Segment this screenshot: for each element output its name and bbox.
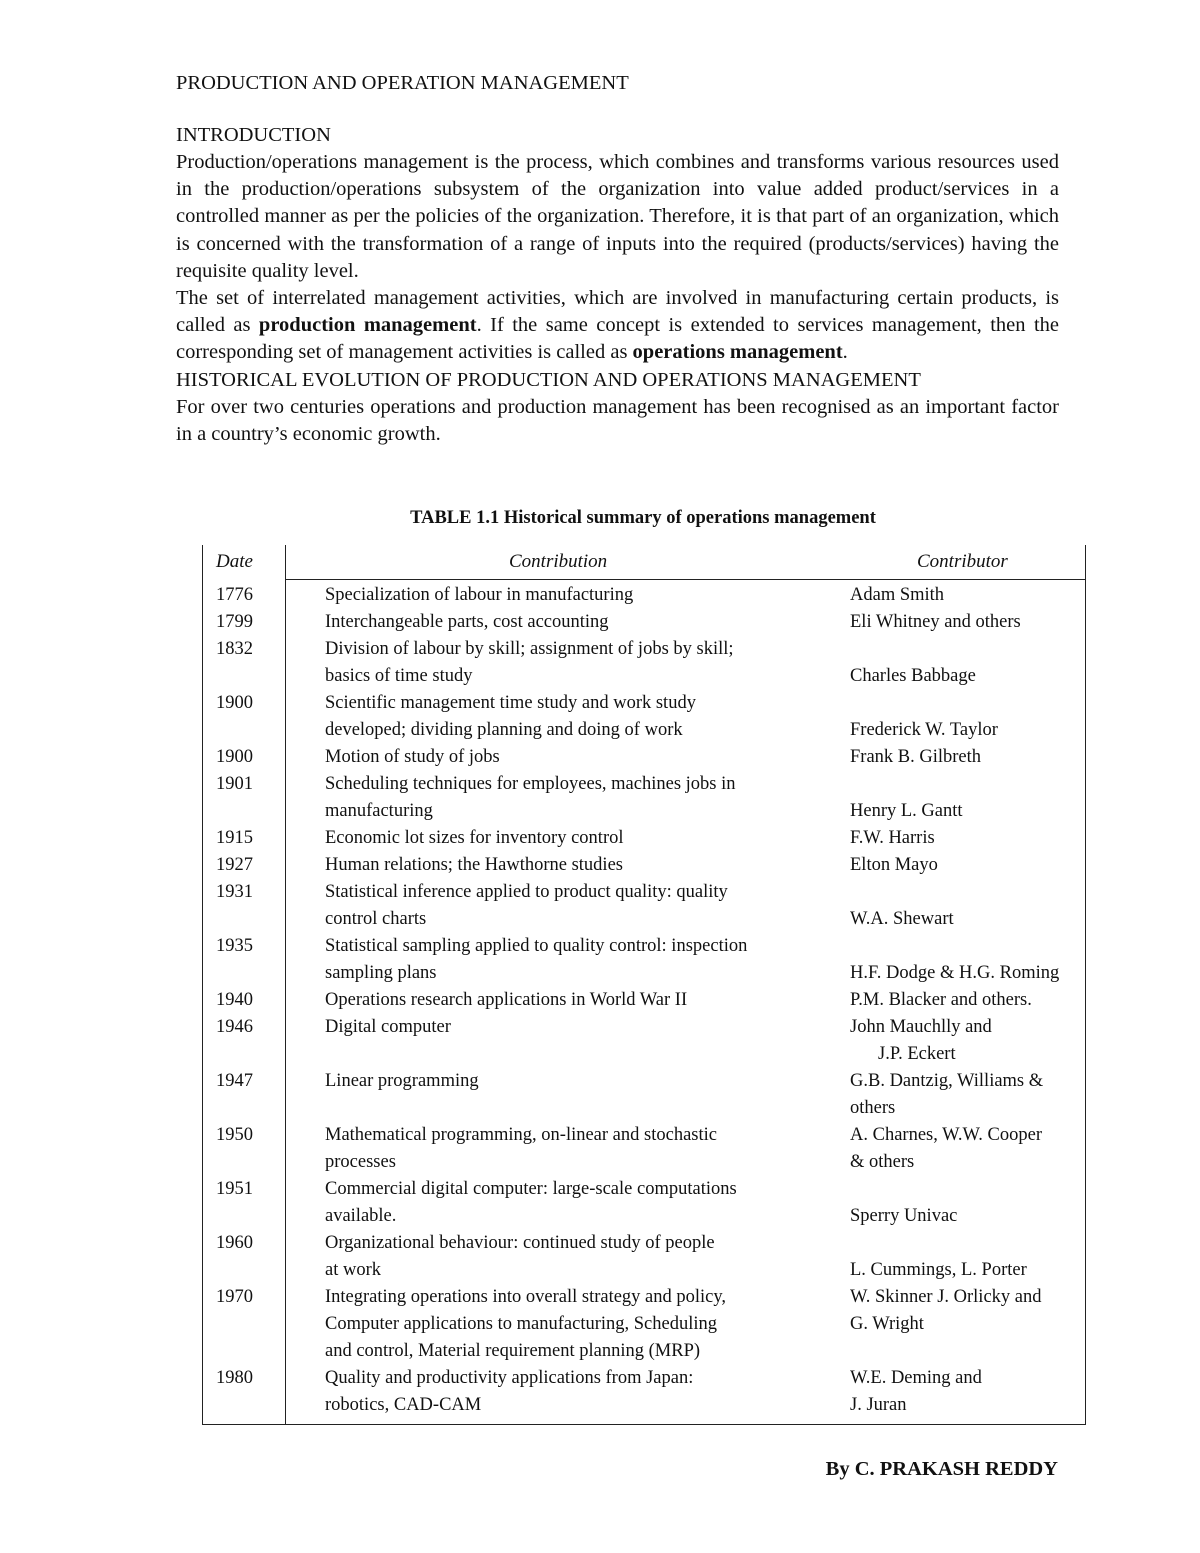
cell-contribution: Scheduling techniques for employees, machines jobs in (325, 774, 736, 794)
cell-contributor: Frederick W. Taylor (850, 720, 998, 740)
cell-contributor: & others (850, 1152, 915, 1172)
table-column-divider (285, 545, 286, 1424)
cell-contribution: Economic lot sizes for inventory control (325, 828, 624, 848)
cell-contribution: Statistical inference applied to product quality: quality (325, 882, 728, 902)
cell-contributor: P.M. Blacker and others. (850, 990, 1032, 1010)
author-credit: By C. PRAKASH REDDY (825, 1458, 1058, 1480)
cell-date: 1940 (216, 990, 253, 1010)
cell-date: 1950 (216, 1125, 253, 1145)
cell-contribution: Operations research applications in World War II (325, 990, 688, 1010)
cell-contribution: available. (325, 1206, 397, 1226)
cell-contribution: Digital computer (325, 1017, 451, 1037)
cell-contributor: W. Skinner J. Orlicky and (850, 1287, 1042, 1307)
cell-contribution: and control, Material requirement planning (MRP) (325, 1341, 701, 1361)
cell-contribution: Scientific management time study and work study (325, 693, 696, 713)
cell-contribution: Computer applications to manufacturing, Scheduling (325, 1314, 718, 1334)
cell-contributor: Henry L. Gantt (850, 801, 963, 821)
cell-contribution: basics of time study (325, 666, 473, 686)
cell-date: 1927 (216, 855, 253, 875)
cell-contributor: J. Juran (850, 1395, 907, 1415)
cell-contributor: Eli Whitney and others (850, 612, 1021, 632)
cell-date: 1935 (216, 936, 253, 956)
cell-contributor: Elton Mayo (850, 855, 938, 875)
definition-text: . If the same concept is extended to services management, then the corresponding set of management activities is called as (176, 314, 1060, 364)
term-operations-management: operations management (632, 341, 843, 364)
introduction-paragraph: Production/operations management is the process, which combines and transforms various resources used in the production/operations subsystem of the organization into value added product/services in a controlled manner as per the policies of the organization. Therefore, it is that part of an organization, which is concerned with the transformation of a range of inputs into the required (products/services) having the requisite quality level. (176, 151, 1059, 282)
cell-contribution: Statistical sampling applied to quality control: inspection (325, 936, 748, 956)
cell-contributor: W.A. Shewart (850, 909, 954, 929)
cell-date: 1776 (216, 585, 253, 605)
cell-date: 1970 (216, 1287, 253, 1307)
cell-contributor: A. Charnes, W.W. Cooper (850, 1125, 1043, 1145)
history-table (202, 545, 1086, 1425)
document-title: PRODUCTION AND OPERATION MANAGEMENT (176, 72, 629, 94)
cell-date: 1980 (216, 1368, 253, 1388)
term-production-management: production management (258, 314, 477, 337)
cell-contribution: developed; dividing planning and doing of work (325, 720, 683, 740)
cell-contribution: Specialization of labour in manufacturing (325, 585, 634, 605)
cell-date: 1946 (216, 1017, 253, 1037)
cell-date: 1960 (216, 1233, 253, 1253)
cell-contribution: Motion of study of jobs (325, 747, 500, 767)
cell-contribution: Human relations; the Hawthorne studies (325, 855, 623, 875)
table-caption: TABLE 1.1 Historical summary of operations management (410, 508, 876, 528)
cell-contributor: G. Wright (850, 1314, 924, 1334)
cell-contributor: Adam Smith (850, 585, 945, 605)
cell-date: 1900 (216, 693, 253, 713)
cell-contributor: W.E. Deming and (850, 1368, 982, 1388)
definition-text: The set of interrelated management activities, which are involved in manufacturing certain products, is called as (176, 287, 1059, 337)
definition-paragraph (176, 285, 1059, 367)
cell-date: 1901 (216, 774, 253, 794)
table-header-divider (285, 579, 1085, 580)
definition-text: . (842, 341, 848, 364)
cell-date: 1931 (216, 882, 253, 902)
cell-date: 1799 (216, 612, 253, 632)
cell-contributor: Charles Babbage (850, 666, 976, 686)
cell-contribution: Commercial digital computer: large-scale computations (325, 1179, 737, 1199)
cell-date: 1900 (216, 747, 253, 767)
cell-date: 1832 (216, 639, 253, 659)
cell-contribution: control charts (325, 909, 427, 929)
cell-contributor: L. Cummings, L. Porter (850, 1260, 1027, 1280)
cell-contribution: Division of labour by skill; assignment of jobs by skill; (325, 639, 734, 659)
header-contribution: Contribution (509, 551, 608, 572)
header-contributor: Contributor (917, 551, 1008, 572)
cell-date: 1915 (216, 828, 253, 848)
header-date: Date (216, 551, 253, 572)
cell-contribution: manufacturing (325, 801, 433, 821)
cell-contribution: Organizational behaviour: continued study of people (325, 1233, 715, 1253)
cell-contribution: sampling plans (325, 963, 437, 983)
cell-contributor: F.W. Harris (850, 828, 935, 848)
cell-contribution: Integrating operations into overall strategy and policy, (325, 1287, 727, 1307)
cell-contributor: others (850, 1098, 896, 1118)
document-body (176, 70, 1059, 448)
cell-contribution: Linear programming (325, 1071, 479, 1091)
cell-contribution: Interchangeable parts, cost accounting (325, 612, 609, 632)
cell-contributor: G.B. Dantzig, Williams & (850, 1071, 1044, 1091)
introduction-heading: INTRODUCTION (176, 124, 331, 146)
history-heading: HISTORICAL EVOLUTION OF PRODUCTION AND OPERATIONS MANAGEMENT (176, 368, 921, 391)
cell-contributor: H.F. Dodge & H.G. Roming (850, 963, 1060, 983)
cell-contribution: processes (325, 1152, 396, 1172)
cell-contribution: Quality and productivity applications from Japan: (325, 1368, 694, 1388)
cell-contribution: Mathematical programming, on-linear and stochastic (325, 1125, 717, 1145)
cell-date: 1951 (216, 1179, 253, 1199)
cell-contributor: Sperry Univac (850, 1206, 958, 1226)
cell-contributor: Frank B. Gilbreth (850, 747, 982, 767)
cell-contribution: at work (325, 1260, 381, 1280)
cell-date: 1947 (216, 1071, 253, 1091)
cell-contribution: robotics, CAD-CAM (325, 1395, 482, 1415)
cell-contributor: John Mauchlly and (850, 1017, 992, 1037)
cell-contributor: J.P. Eckert (878, 1044, 956, 1064)
history-paragraph: For over two centuries operations and production management has been recognised as an important factor in a country’s economic growth. (176, 395, 1059, 445)
